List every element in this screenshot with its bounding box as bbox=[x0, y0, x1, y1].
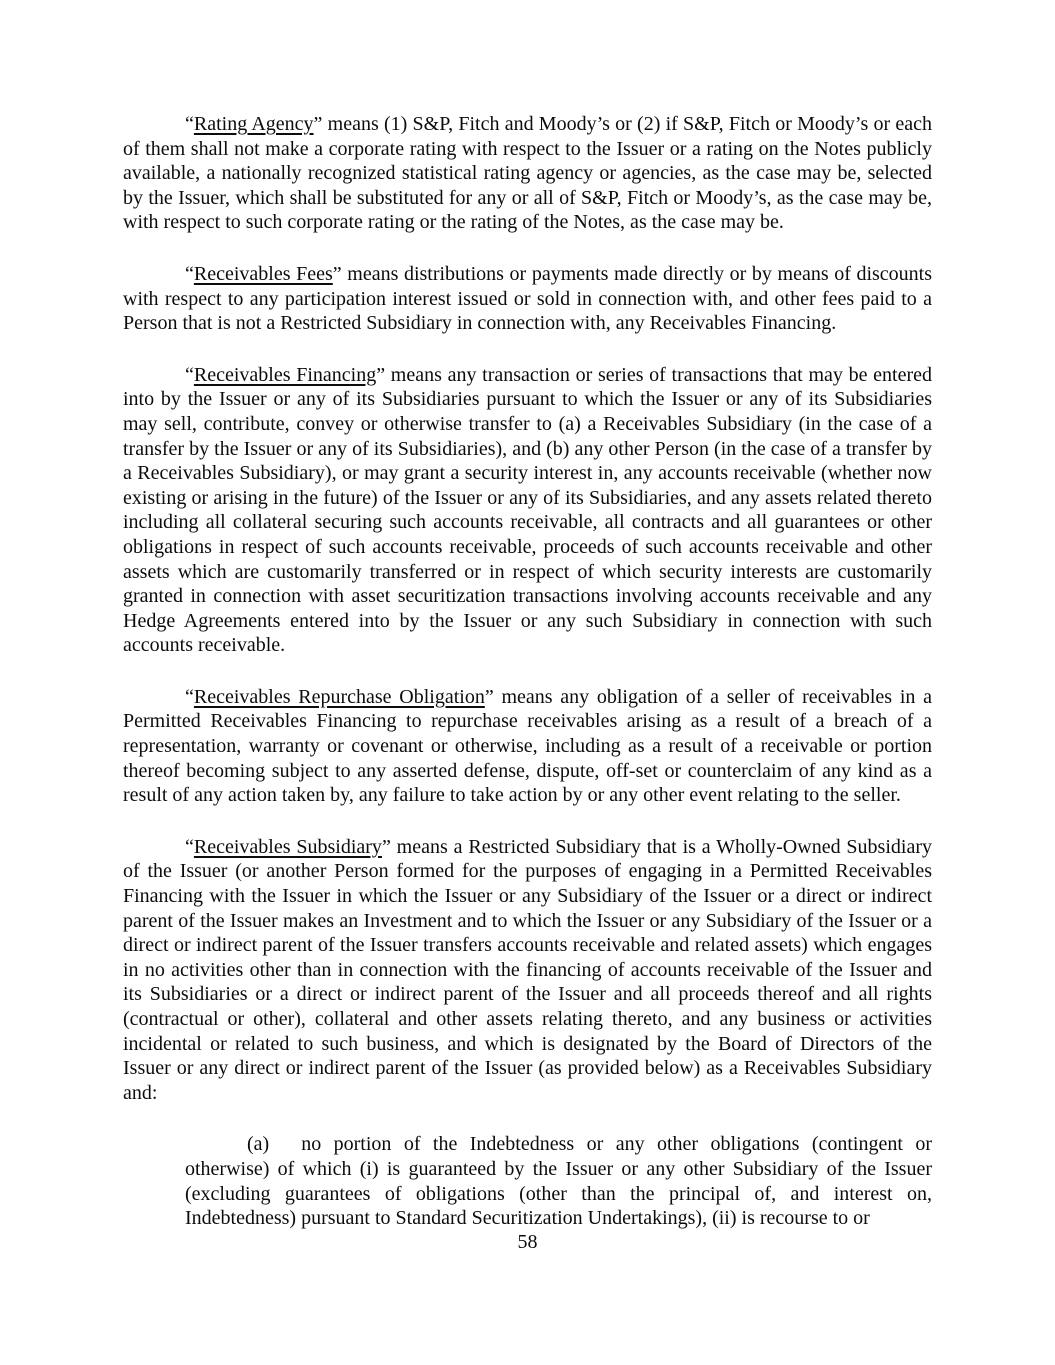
definition-paragraph-receivables-repurchase-obligation bbox=[123, 685, 932, 808]
open-quote: “ bbox=[185, 835, 194, 858]
definition-paragraph-rating-agency bbox=[123, 112, 932, 235]
open-quote: “ bbox=[185, 262, 194, 285]
page-number: 58 bbox=[517, 1231, 538, 1253]
definition-text: ” means (1) S&P, Fitch and Moody’s or (2) if S&P, Fitch or Moody’s or each of them shall not make a corporate rating with respect to the Issuer or a rating on the Notes publicly available, a nationally recognized statistical rating agency or agencies, as the case may be, selected by the Issuer, which shall be substituted for any or all of S&P, Fitch or Moody’s, as the case may be, with respect to such corporate rating or the rating of the Notes, as the case may be. bbox=[123, 113, 932, 234]
definition-paragraph-receivables-fees bbox=[123, 262, 932, 336]
defined-term-receivables-repurchase-obligation: Receivables Repurchase Obligation bbox=[193, 685, 485, 708]
definition-paragraph-receivables-financing bbox=[123, 363, 932, 658]
defined-term-receivables-financing: Receivables Financing bbox=[193, 363, 377, 386]
subclause-a bbox=[185, 1132, 932, 1230]
definition-text: ” means a Restricted Subsidiary that is a Wholly-Owned Subsidiary of the Issuer (or another Person formed for the purposes of engaging in a Permitted Receivables Financing with the Issuer in which the Issuer or any Subsidiary of the Issuer or a direct or indirect parent of the Issuer makes an Investment and to which the Issuer or any Subsidiary of the Issuer or a direct or indirect parent of the Issuer transfers accounts receivable and related assets) which engages in no activities other than in connection with the financing of accounts receivable of the Issuer and its Subsidiaries or a direct or indirect parent of the Issuer and all proceeds thereof and all rights (contractual or other), collateral and other assets relating thereto, and any business or activities incidental or related to such business, and which is designated by the Board of Directors of the Issuer or any direct or indirect parent of the Issuer (as provided below) as a Receivables Subsidiary and: bbox=[123, 835, 932, 1104]
subclause-label: (a) bbox=[247, 1133, 270, 1156]
open-quote: “ bbox=[185, 113, 194, 135]
defined-term-rating-agency: Rating Agency bbox=[193, 113, 314, 135]
definition-text: ” means distributions or payments made directly or by means of discounts with respect to any participation interest issued or sold in connection with, and other fees paid to a Person that is not a Restricted Subsidiary in connection with, any Receivables Financing. bbox=[123, 262, 933, 335]
definition-paragraph-receivables-subsidiary bbox=[123, 835, 932, 1106]
definition-text: ” means any transaction or series of transactions that may be entered into by the Issuer or any of its Subsidiaries pursuant to which the Issuer or any of its Subsidiaries may sell, contribute, convey or otherwise transfer to (a) a Receivables Subsidiary (in the case of a transfer by the Issuer or any of its Subsidiaries), and (b) any other Person (in the case of a transfer by a Receivables Subsidiary), or may grant a security interest in, any accounts receivable (whether now existing or arising in the future) of the Issuer or any of its Subsidiaries, and any assets related thereto including all collateral securing such accounts receivable, all contracts and all guarantees or other obligations in respect of such accounts receivable, proceeds of such accounts receivable and other assets which are customarily transferred or in respect of which security interests are customarily granted in connection with asset securitization transactions involving accounts receivable and any Hedge Agreements entered into by the Issuer or any such Subsidiary in connection with such accounts receivable. bbox=[123, 363, 932, 657]
open-quote: “ bbox=[185, 363, 194, 386]
subclause-text: no portion of the Indebtedness or any other obligations (contingent or otherwise) of which (i) is guaranteed by the Issuer or any other Subsidiary of the Issuer (excluding guarantees of obligations (other than the principal of, and interest on, Indebtedness) pursuant to Standard Securitization Undertakings), (ii) is recourse to or bbox=[185, 1133, 932, 1230]
open-quote: “ bbox=[185, 685, 194, 708]
defined-term-receivables-subsidiary: Receivables Subsidiary bbox=[193, 835, 382, 858]
defined-term-receivables-fees: Receivables Fees bbox=[193, 262, 333, 285]
definition-text: ” means any obligation of a seller of receivables in a Permitted Receivables Financing to repurchase receivables arising as a result of a breach of a representation, warranty or covenant or otherwise, including as a result of a receivable or portion thereof becoming subject to any asserted defense, dispute, off-set or counterclaim of any kind as a result of any action taken by, any failure to take action by or any other event relating to the seller. bbox=[123, 685, 932, 807]
